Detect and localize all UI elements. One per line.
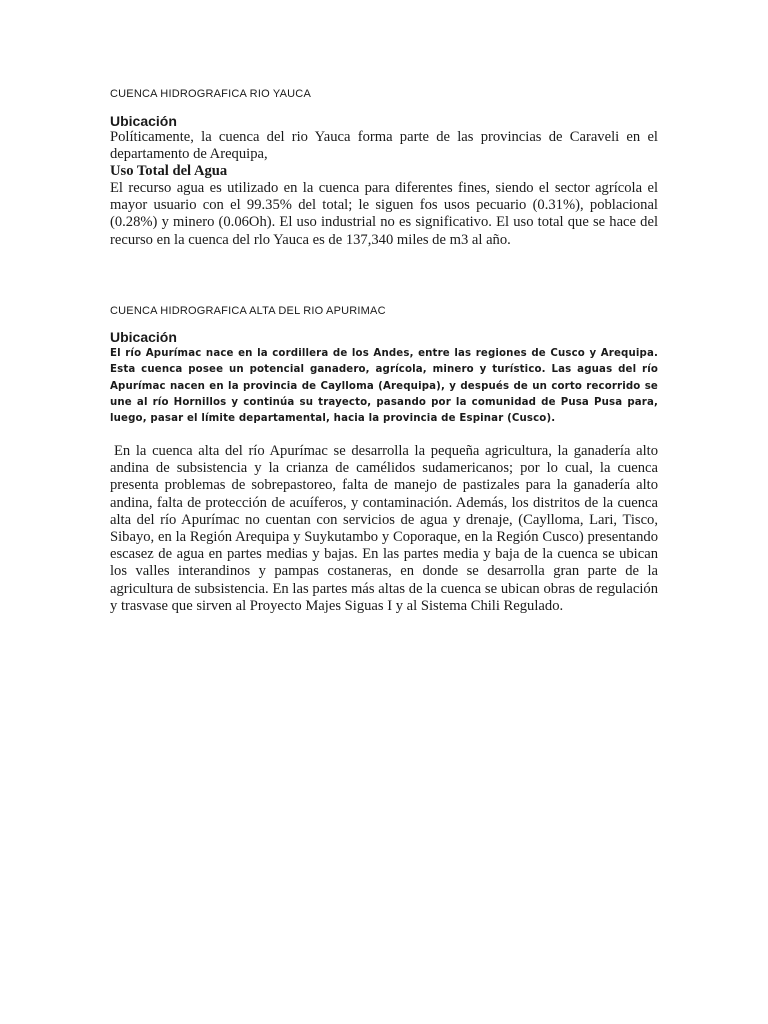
heading-ubicacion-yauca: Ubicación	[110, 113, 177, 129]
ubicacion-text-apurimac: El río Apurímac nace en la cordillera de los Andes, entre las regiones de Cusco y Arequipa. Esta cuenca posee un potencial ganadero, agrícola, minero y turístico. Las aguas del río Apurímac nacen en la provincia de Caylloma (Arequipa), y después de un corto recorrido se une al río Hornillos y continúa su trayecto, pasando por la comunidad de Pusa Pusa para, luego, pasar el límite departamental, hacia la provincia de Espinar (Cusco).	[110, 348, 658, 425]
section-title-apurimac: CUENCA HIDROGRAFICA ALTA DEL RIO APURIMAC	[110, 305, 386, 317]
section-title-yauca: CUENCA HIDROGRAFICA RIO YAUCA	[110, 88, 311, 100]
uso-total-agua-text: El recurso agua es utilizado en la cuenca para diferentes fines, siendo el sector agrícola el mayor usuario con el 99.35% del total; le siguen fos usos pecuario (0.31%), poblacional (0.28%) y minero (0.06Oh). El uso industrial no es significativo. El uso total que se hace del recurso en la cuenca del rlo Yauca es de 137,340 miles de m3 al año.	[110, 180, 658, 248]
ubicacion-text-yauca: Políticamente, la cuenca del rio Yauca forma parte de las provincias de Caraveli en el departamento de Arequipa,	[110, 129, 658, 163]
apurimac-paragraph: En la cuenca alta del río Apurímac se desarrolla la pequeña agricultura, la ganadería alto andina de subsistencia y la crianza de camélidos sudamericanos; por lo cual, la cuenca presenta problemas de sobrepastoreo, falta de manejo de pastizales para la ganadería alto andina, falta de protección de acuíferos, y contaminación. Además, los distritos de la cuenca alta del río Apurímac no cuentan con servicios de agua y drenaje, (Caylloma, Lari, Tisco, Sibayo, en la Región Arequipa y Suykutambo y Coporaque, en la Región Cusco) presentando escasez de agua en partes medias y bajas. En las partes media y baja de la cuenca se ubican los valles interandinos y pampas costaneras, en donde se desarrolla gran parte de la agricultura de subsistencia. En las partes más altas de la cuenca se ubican obras de regulación y trasvase que sirven al Proyecto Majes Siguas I y al Sistema Chili Regulado.	[110, 443, 658, 614]
heading-uso-total-agua: Uso Total del Agua	[110, 163, 228, 179]
heading-ubicacion-apurimac: Ubicación	[110, 329, 177, 345]
